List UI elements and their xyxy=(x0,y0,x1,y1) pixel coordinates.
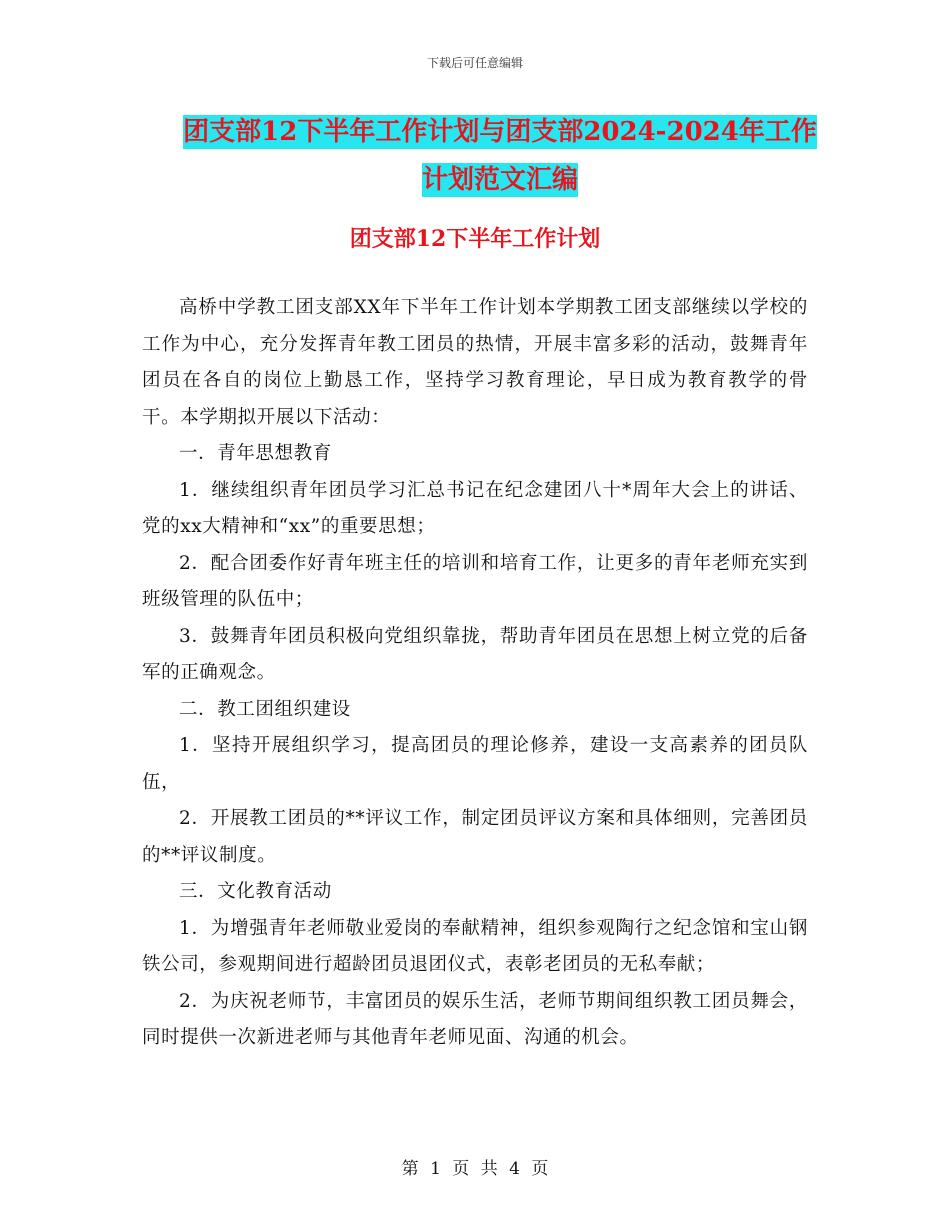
paragraph-item: 1．坚持开展组织学习，提高团员的理论修养，建设一支高素养的团员队伍， xyxy=(142,735,808,793)
section-title: 团支部12下半年工作计划 xyxy=(349,226,601,252)
heading-cultural-activities: 三．文化教育活动 xyxy=(179,881,332,902)
paragraph-item: 2．配合团委作好青年班主任的培训和培育工作，让更多的青年老师充实到班级管理的队伍中； xyxy=(142,552,808,610)
total-pages-number: 4 xyxy=(509,1159,520,1179)
paragraph-item: 2．为庆祝老师节，丰富团员的娱乐生活，老师节期间组织教工团员舞会，同时提供一次新进老师与其他青年老师见面、沟通的机会。 xyxy=(142,990,808,1048)
document-body xyxy=(142,290,808,1057)
paragraph-item: 1．继续组织青年团员学习汇总书记在纪念建团八十*周年大会上的讲话、党的xx大精神和“xx”的重要思想； xyxy=(142,479,808,537)
paragraph-item: 2．开展教工团员的**评议工作，制定团员评议方案和具体细则，完善团员的**评议制度。 xyxy=(142,808,808,866)
document-title xyxy=(140,108,860,204)
paragraph-item: 1．为增强青年老师敬业爱岗的奉献精神，组织参观陶行之纪念馆和宝山钢铁公司，参观期间进行超龄团员退团仪式，表彰老团员的无私奉献； xyxy=(142,917,808,975)
heading-organization-building: 二．教工团组织建设 xyxy=(179,698,351,720)
paragraph-item: 3．鼓舞青年团员积极向党组织靠拢，帮助青年团员在思想上树立党的后备军的正确观念。 xyxy=(142,625,808,683)
footer-word: 第 xyxy=(401,1159,419,1179)
title-line-2: 计划范文汇编 xyxy=(421,165,578,195)
heading-youth-ideology: 一．青年思想教育 xyxy=(179,443,332,464)
title-line-1: 团支部12下半年工作计划与团支部2024-2024年工作 xyxy=(183,117,817,147)
footer-word: 共 xyxy=(480,1159,498,1179)
current-page-number: 1 xyxy=(430,1159,441,1179)
paragraph-intro: 高桥中学教工团支部XX年下半年工作计划本学期教工团支部继续以学校的工作为中心，充分发挥青年教工团员的热情，开展丰富多彩的活动，鼓舞青年团员在各自的岗位上勤恳工作，坚持学习教育理论，早日成为教育教学的骨干。本学期拟开展以下活动： xyxy=(142,297,808,428)
header-note: 下载后可任意编辑 xyxy=(426,56,523,70)
page-footer xyxy=(0,1154,950,1179)
footer-word: 页 xyxy=(452,1159,470,1179)
footer-word: 页 xyxy=(531,1159,549,1179)
